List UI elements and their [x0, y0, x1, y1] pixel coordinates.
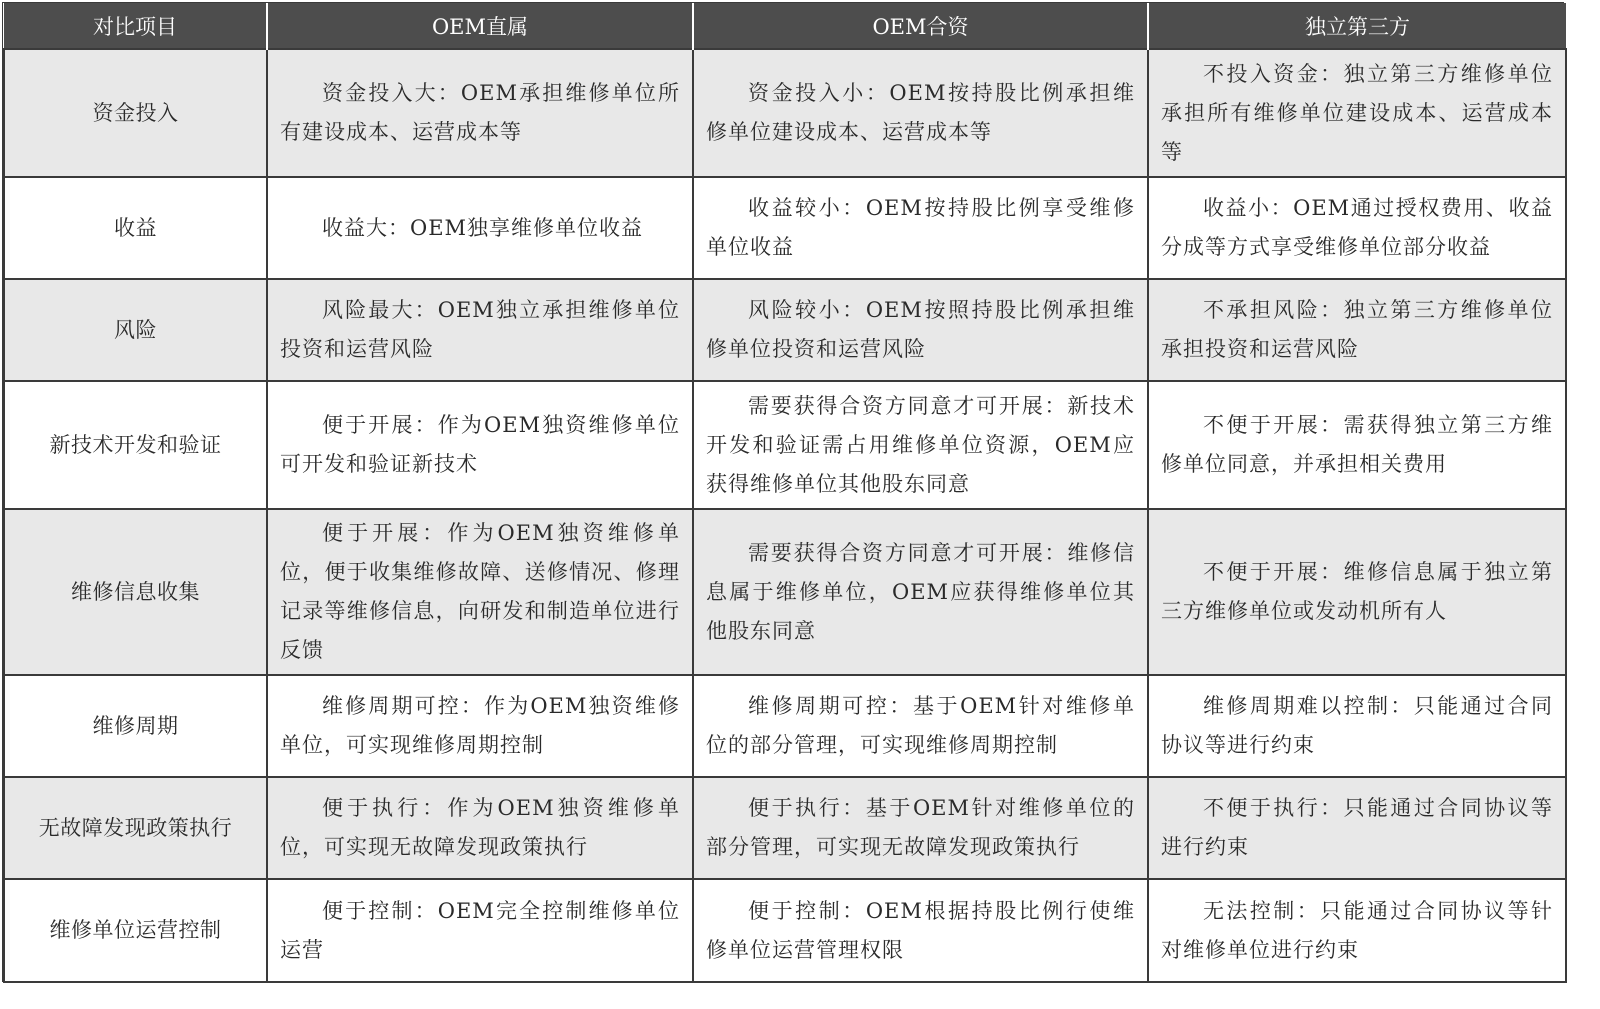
cell-oem-joint-venture: 维修周期可控：基于OEM针对维修单位的部分管理，可实现维修周期控制 [693, 675, 1148, 777]
cell-third-party: 不便于开展：需获得独立第三方维修单位同意，并承担相关费用 [1148, 381, 1566, 509]
table-row [4, 509, 1566, 675]
cell-oem-direct: 资金投入大：OEM承担维修单位所有建设成本、运营成本等 [267, 49, 693, 177]
row-item-label: 风险 [4, 279, 267, 381]
cell-third-party: 收益小：OEM通过授权费用、收益分成等方式享受维修单位部分收益 [1148, 177, 1566, 279]
header-oem-joint-venture: OEM合资 [693, 3, 1148, 49]
cell-oem-direct: 风险最大：OEM独立承担维修单位投资和运营风险 [267, 279, 693, 381]
comparison-table-container [2, 2, 1564, 982]
cell-oem-joint-venture: 需要获得合资方同意才可开展：维修信息属于维修单位，OEM应获得维修单位其他股东同意 [693, 509, 1148, 675]
table-row [4, 279, 1566, 381]
row-item-label: 收益 [4, 177, 267, 279]
cell-oem-joint-venture: 便于控制：OEM根据持股比例行使维修单位运营管理权限 [693, 879, 1148, 982]
header-oem-direct: OEM直属 [267, 3, 693, 49]
table-row [4, 49, 1566, 177]
cell-oem-joint-venture: 资金投入小：OEM按持股比例承担维修单位建设成本、运营成本等 [693, 49, 1148, 177]
cell-oem-joint-venture: 风险较小：OEM按照持股比例承担维修单位投资和运营风险 [693, 279, 1148, 381]
table-row [4, 381, 1566, 509]
cell-third-party: 无法控制：只能通过合同协议等针对维修单位进行约束 [1148, 879, 1566, 982]
table-row [4, 675, 1566, 777]
table-row [4, 777, 1566, 879]
cell-oem-joint-venture: 便于执行：基于OEM针对维修单位的部分管理，可实现无故障发现政策执行 [693, 777, 1148, 879]
row-item-label: 新技术开发和验证 [4, 381, 267, 509]
cell-oem-direct: 便于控制：OEM完全控制维修单位运营 [267, 879, 693, 982]
cell-third-party: 不投入资金：独立第三方维修单位承担所有维修单位建设成本、运营成本等 [1148, 49, 1566, 177]
table-header-row [4, 3, 1566, 49]
header-third-party: 独立第三方 [1148, 3, 1566, 49]
row-item-label: 维修单位运营控制 [4, 879, 267, 982]
row-item-label: 无故障发现政策执行 [4, 777, 267, 879]
cell-oem-direct: 维修周期可控：作为OEM独资维修单位，可实现维修周期控制 [267, 675, 693, 777]
cell-oem-direct: 收益大：OEM独享维修单位收益 [267, 177, 693, 279]
comparison-table [3, 3, 1567, 983]
row-item-label: 资金投入 [4, 49, 267, 177]
header-compare-item: 对比项目 [4, 3, 267, 49]
row-item-label: 维修周期 [4, 675, 267, 777]
row-item-label: 维修信息收集 [4, 509, 267, 675]
cell-third-party: 不便于执行：只能通过合同协议等进行约束 [1148, 777, 1566, 879]
table-row [4, 177, 1566, 279]
cell-oem-direct: 便于执行：作为OEM独资维修单位，可实现无故障发现政策执行 [267, 777, 693, 879]
cell-third-party: 维修周期难以控制：只能通过合同协议等进行约束 [1148, 675, 1566, 777]
cell-oem-joint-venture: 需要获得合资方同意才可开展：新技术开发和验证需占用维修单位资源，OEM应获得维修单位其他股东同意 [693, 381, 1148, 509]
cell-oem-direct: 便于开展：作为OEM独资维修单位可开发和验证新技术 [267, 381, 693, 509]
cell-oem-joint-venture: 收益较小：OEM按持股比例享受维修单位收益 [693, 177, 1148, 279]
cell-third-party: 不便于开展：维修信息属于独立第三方维修单位或发动机所有人 [1148, 509, 1566, 675]
cell-third-party: 不承担风险：独立第三方维修单位承担投资和运营风险 [1148, 279, 1566, 381]
table-row [4, 879, 1566, 982]
cell-oem-direct: 便于开展：作为OEM独资维修单位，便于收集维修故障、送修情况、修理记录等维修信息，向研发和制造单位进行反馈 [267, 509, 693, 675]
